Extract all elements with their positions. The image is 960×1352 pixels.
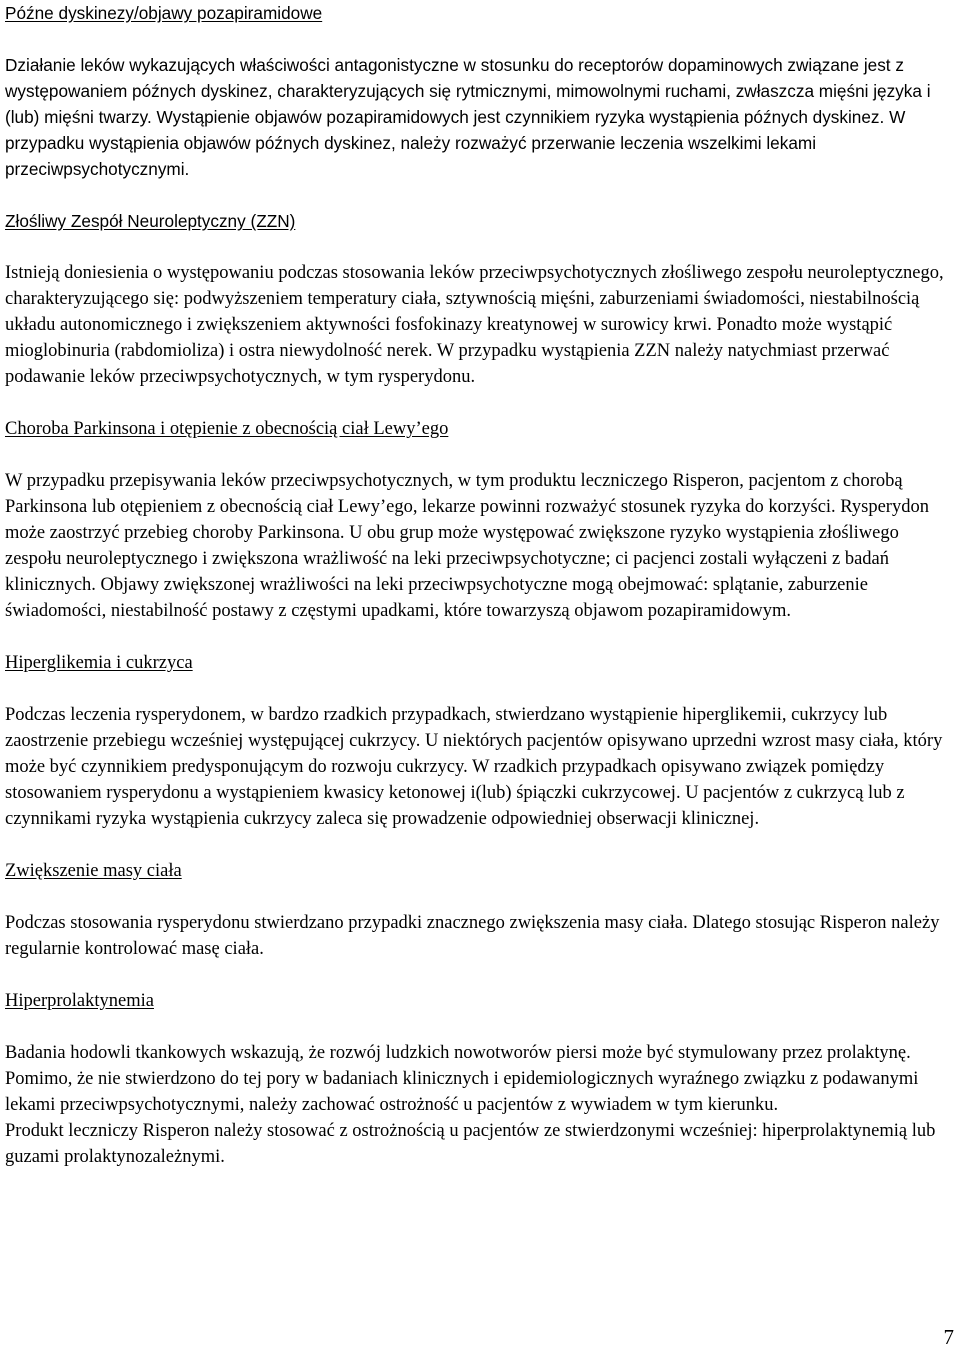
section-paragraph: Działanie leków wykazujących właściwości antagonistyczne w stosunku do receptorów dopaminowych związane jest z występowaniem późnych dyskinez, charakteryzujących się rytmicznymi, mimowolnymi ruchami, zwłaszcza mięśni języka i (lub) mięśni twarzy. Wystąpienie objawów pozapiramidowych jest czynnikiem ryzyka wystąpienia późnych dyskinez. W przypadku wystąpienia objawów późnych dyskinez, należy rozważyć przerwanie leczenia wszelkimi lekami przeciwpsychotycznymi. xyxy=(5,55,931,179)
section-paragraph: Istnieją doniesienia o występowaniu podczas stosowania leków przeciwpsychotycznych złośliwego zespołu neuroleptycznego, charakteryzującego się: podwyższeniem temperatury ciała, sztywnością mięśni, zaburzeniami świadomości, niestabilnością układu autonomicznego i zwiększeniem aktywności fosfokinazy kreatynowej w surowicy krwi. Ponadto może wystąpić mioglobinuria (rabdomioliza) i ostra niewydolność nerek. W przypadku wystąpienia ZZN należy natychmiast przerwać podawanie leków przeciwpsychotycznych, w tym rysperydonu. xyxy=(5,263,944,387)
section-paragraph: Produkt leczniczy Risperon należy stosować z ostrożnością u pacjentów ze stwierdzonymi wcześniej: hiperprolaktynemią lub guzami prolaktynozależnymi. xyxy=(5,1121,936,1167)
section-heading-nms: Złośliwy Zespół Neuroleptyczny (ZZN) xyxy=(5,211,296,231)
spacer xyxy=(5,1014,957,1040)
spacer xyxy=(5,26,957,52)
section-heading-hyperglycemia: Hiperglikemia i cukrzyca xyxy=(5,653,193,673)
document-page xyxy=(5,0,957,1170)
section-heading-hyperprolactinemia: Hiperprolaktynemia xyxy=(5,991,154,1011)
section-paragraph: W przypadku przepisywania leków przeciwpsychotycznych, w tym produktu leczniczego Risperon, pacjentom z chorobą Parkinsona lub otępieniem z obecnością ciał Lewy’ego, lekarze powinni rozważyć stosunek ryzyka do korzyści. Rysperydon może zaostrzyć przebieg choroby Parkinsona. U obu grup może występować zwiększone ryzyko wystąpienia złośliwego zespołu neuroleptycznego i zwiększona wrażliwość na leki przeciwpsychotyczne; ci pacjenci zostali wyłączeni z badań klinicznych. Objawy zwiększonej wrażliwości na leki przeciwpsychotyczne mogą obejmować: splątanie, zaburzenie świadomości, niestabilność postawy z częstymi upadkami, które towarzyszą objawom pozapiramidowym. xyxy=(5,471,929,621)
spacer xyxy=(5,442,957,468)
section-paragraph: Badania hodowli tkankowych wskazują, że rozwój ludzkich nowotworów piersi może być stymulowany przez prolaktynę. Pomimo, że nie stwierdzono do tej pory w badaniach klinicznych i epidemiologicznych wyraźnego związku z podawanymi lekami przeciwpsychotycznymi, należy zachować ostrożność u pacjentów z wywiadem w tym kierunku. xyxy=(5,1043,919,1115)
spacer xyxy=(5,676,957,702)
section-heading-tardive-dyskinesia: Późne dyskinezy/objawy pozapiramidowe xyxy=(5,3,323,23)
spacer xyxy=(5,234,957,260)
spacer xyxy=(5,962,957,988)
section-paragraph: Podczas stosowania rysperydonu stwierdzano przypadki znacznego zwiększenia masy ciała. Dlatego stosując Risperon należy regularnie kontrolować masę ciała. xyxy=(5,913,940,959)
section-paragraph: Podczas leczenia rysperydonem, w bardzo rzadkich przypadkach, stwierdzano wystąpienie hiperglikemii, cukrzycy lub zaostrzenie przebiegu wcześniej występującej cukrzycy. U niektórych pacjentów opisywano uprzedni wzrost masy ciała, który może być czynnikiem predysponującym do rozwoju cukrzycy. W rzadkich przypadkach opisywano związek pomiędzy stosowaniem rysperydonu a wystąpieniem kwasicy ketonowej i(lub) śpiączki cukrzycowej. U pacjentów z cukrzycą lub z czynnikami ryzyka wystąpienia cukrzycy zaleca się prowadzenie odpowiedniej obserwacji klinicznej. xyxy=(5,705,943,829)
section-heading-weight-gain: Zwiększenie masy ciała xyxy=(5,861,182,881)
spacer xyxy=(5,390,957,416)
spacer xyxy=(5,182,957,208)
spacer xyxy=(5,884,957,910)
spacer xyxy=(5,832,957,858)
page-number: 7 xyxy=(943,1325,954,1349)
section-heading-parkinson: Choroba Parkinsona i otępienie z obecnością ciał Lewy’ego xyxy=(5,419,449,439)
spacer xyxy=(5,624,957,650)
